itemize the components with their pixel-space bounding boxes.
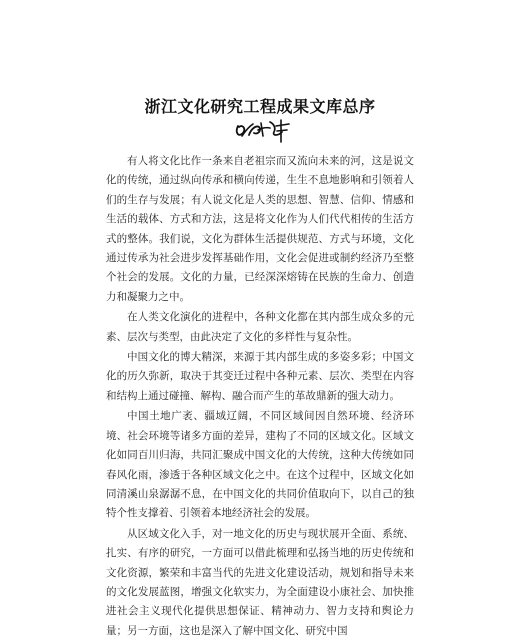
paragraph-3: 中国文化的博大精深，来源于其内部生成的多姿多彩；中国文化的历久弥新，取决于其变迁过程中各种元素、层次、类型在内容和结构上通过碰撞、解构、融合而产生的革故鼎新的强大动力。 (106, 351, 414, 402)
paragraph-5: 从区域文化入手，对一地文化的历史与现状展开全面、系统、扎实、有序的研究，一方面可以借此梳理和弘扬当地的历史传统和文化资源，繁荣和丰富当代的先进文化建设活动，规划和指导未来的文化发展蓝图，增强文化软实力，为全面建设小康社会、加快推进社会主义现代化提供思想保证、精神动力、智力支持和舆论力量；另一方面，这也是深入了解中国文化、研究中国 (106, 527, 414, 637)
paragraph-1: 有人将文化比作一条来自老祖宗而又流向未来的河，这是说文化的传统，通过纵向传承和横向传递，生生不息地影响和引领着人们的生存与发展；有人说文化是人类的思想、智慧、信仰、情感和生活的载体、方式和方法，这是将文化作为人们代代相传的生活方式的整体。我们说，文化为群体生活提供规范、方式与环境，文化通过传承为社会进步发挥基础作用，文化会促进或制约经济乃至整个社会的发展。文化的力量，已经深深熔铸在民族的生命力、创造力和凝聚力之中。 (106, 155, 414, 303)
paragraph-2: 在人类文化演化的进程中，各种文化都在其内部生成众多的元素、层次与类型，由此决定了文化的多样性与复杂性。 (106, 311, 414, 343)
page-title: 浙江文化研究工程成果文库总序 (144, 97, 376, 116)
paragraph-4: 中国土地广袤、疆域辽阔，不同区域间因自然环境、经济环境、社会环境等诸多方面的差异，建构了不同的区域文化。区域文化如同百川归海，共同汇聚成中国文化的大传统，这种大传统如同春风化雨，渗透于各种区域文化之中。在这个过程中，区域文化如同清溪山泉潺潺不息，在中国文化的共同价值取向下，以自己的独特个性支撑着、引领着本地经济社会的发展。 (106, 410, 414, 520)
body-text (106, 152, 414, 642)
handwritten-signature (232, 112, 292, 146)
